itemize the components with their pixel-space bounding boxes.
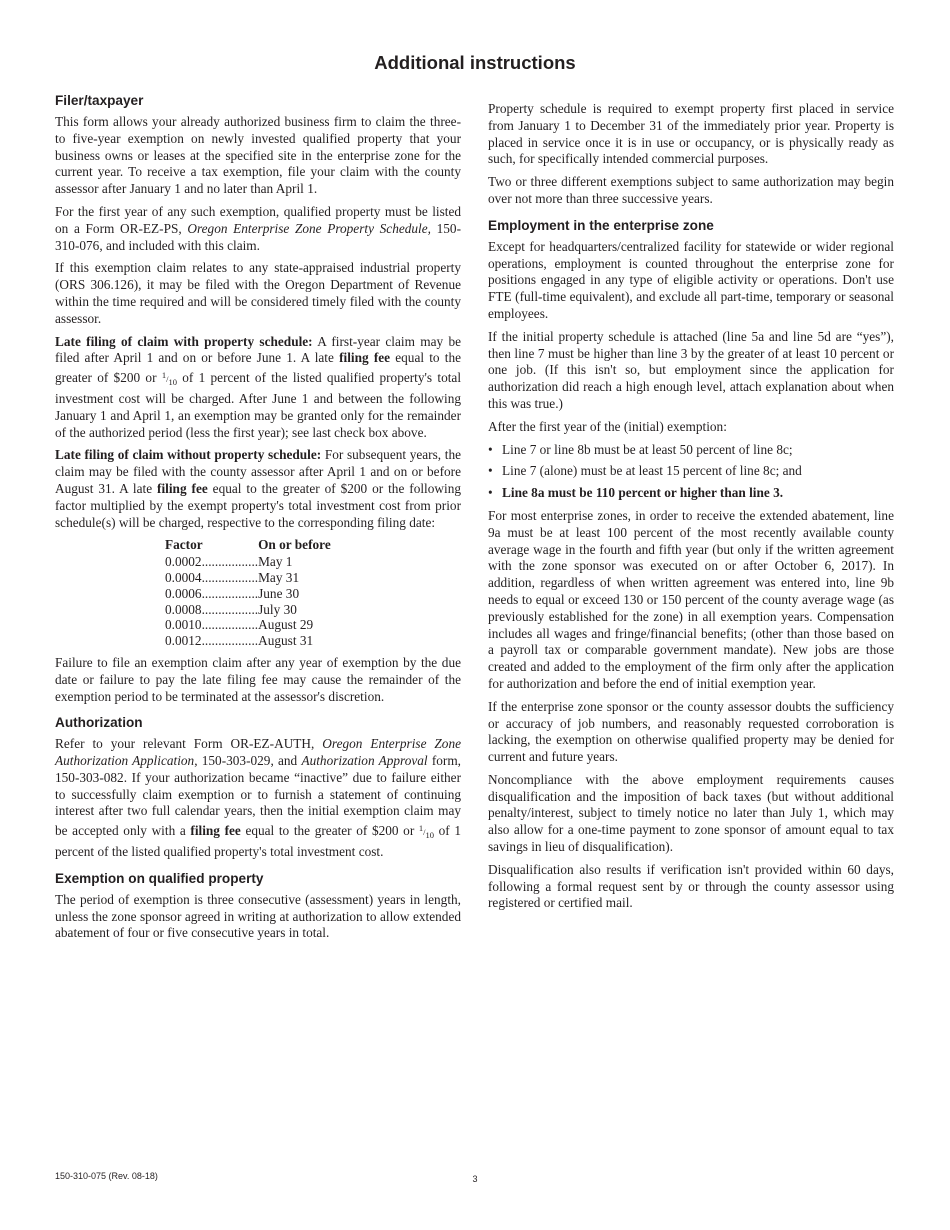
dot-leader: ................. [201,554,259,570]
section-heading-employment: Employment in the enterprise zone [488,217,714,233]
property-schedule-paragraph: Property schedule is required to exempt property first placed in service from January 1 to December 31 of the immediately prior year. Property is placed in service once it is in use or occupancy, or is physically ready as such, for specifically intended commercial purposes. [488,101,894,167]
form-title-italic: Oregon Enterprise Zone Property Schedule, [187,220,431,236]
factor-value: 0.0008 [165,601,202,617]
date-cell: May 31 [258,569,300,585]
text-span: equal to the greater of $200 or [55,350,461,386]
filer-paragraph-failure: Failure to file an exemption claim after any year of exemption by the due date or failure to pay the late filing fee may cause the remainder of the exemption period to be terminated at the assessor's discretion. [55,654,461,704]
employment-paragraph-7: Disqualification also results if verification isn't provided within 60 days, following a formal request sent by or through the county assessor using registered or certified mail. [488,861,894,911]
employment-paragraph-3: After the first year of the (initial) exemption: [488,418,727,434]
late-filing-with-schedule [55,334,461,442]
fraction-numerator: 1 [418,823,424,834]
list-item-text-bold: Line 8a must be 110 percent or higher than line 3. [502,485,784,501]
text-span: equal to the greater of $200 or the following factor multiplied by the exempt property's total investment cost from prior schedule(s) will be charged, respective to the corresponding filing date: [55,480,461,530]
form-number: 150-310-075 (Rev. 08-18) [55,1171,158,1181]
factor-cell [165,586,258,602]
date-cell: May 1 [258,554,293,570]
exemption-paragraph: The period of exemption is three consecutive (assessment) years in length, unless the zone sponsor agreed in writing at authorization to allow extended abatement of four or five consecutive years in total. [55,891,461,941]
list-item-text: Line 7 (alone) must be at least 15 percent of line 8c; and [502,463,802,479]
table-header-factor: Factor [165,537,203,553]
fraction-one-tenth: $^1/_{10}$ [161,370,177,388]
text-span: equal to the greater of $200 or [240,823,419,839]
factor-value: 0.0004 [165,569,202,585]
bullet-icon: • [488,485,493,501]
text-span: form, 150-303-082. If your authorization became “inactive” due to failure either to successfully claim exemption or to furnish a statement of continuing interest after two full calendar years, then the initial exemption claim may be accepted only with a [55,753,462,839]
factor-cell [165,633,258,649]
factor-table-body [165,554,331,649]
text-span: A first-year claim may be filed after April 1 and on or before June 1. A late [55,333,461,366]
filing-fee-bold: filing fee [190,823,241,839]
page-title: Additional instructions [374,52,576,73]
text-span: For the first year of any such exemption, qualified property must be listed on a Form OR-EZ-PS, [55,203,461,236]
text-span: For subsequent years, the claim may be filed with the county assessor after April 1 and on or before August 31. A late [55,447,461,496]
employment-paragraph-2: If the initial property schedule is attached (line 5a and line 5d are “yes”), then line 7 must be higher than line 3 by the greater of at least 10 percent or one job. (If this isn't so, but employment since the application for authorization did reach a high enough level, attach explanation about when this was true.) [488,328,894,411]
table-row [165,554,331,570]
text-span: of 1 percent of the listed qualified property's total investment cost. [55,823,461,860]
authorization-paragraph [55,736,461,861]
list-item [488,485,894,502]
filer-paragraph-3: If this exemption claim relates to any state-appraised industrial property (ORS 306.126), it may be filed with the Oregon Department of Revenue within the time required and will be considered timely filed with the county assessor. [55,260,461,326]
employment-bullet-list [488,442,894,502]
dot-leader: ................. [201,601,259,617]
dot-leader: ................. [201,569,259,585]
date-cell: August 31 [258,633,314,649]
employment-paragraph-6: Noncompliance with the above employment requirements causes disqualification and the imposition of back taxes (but without additional penalty/interest, subject to timely notice no later than July 1, which may also allow for a one-time payment to zone sponsor of amount equal to tax savings in lieu of disqualification). [488,771,894,855]
bold-lead-in: Late filing of claim with property schedule: [55,333,313,349]
fraction-numerator: 1 [161,370,167,381]
form-title-italic: Authorization Approval [301,753,428,769]
left-column [55,92,461,948]
section-heading-authorization: Authorization [55,715,143,731]
table-row [165,570,331,586]
text-span: 150-310-076, and included with this claim. [55,220,462,253]
dot-leader: ................. [201,633,259,649]
bullet-icon: • [488,463,493,479]
factor-value: 0.0002 [165,554,202,570]
fraction-one-tenth: $^1/_{10}$ [418,823,435,841]
table-header-on-or-before: On or before [258,537,331,553]
late-filing-without-schedule [55,447,461,531]
text-span: Refer to your relevant Form OR-EZ-AUTH, [55,736,323,752]
page-number: 3 [472,1174,478,1184]
factor-table [165,537,331,649]
employment-paragraph-5: If the enterprise zone sponsor or the county assessor doubts the sufficiency or accuracy of job numbers, and reasonably requested corroboration is lacking, the exemption on otherwise qualified property may be denied for current and future years. [488,698,894,765]
table-row [165,586,331,602]
factor-value: 0.0006 [165,585,202,601]
factor-cell [165,554,258,570]
filing-fee-bold: filing fee [339,350,391,366]
section-heading-filer: Filer/taxpayer [55,93,144,108]
list-item [488,463,894,480]
text-span: , 150-303-029, and [194,753,302,769]
table-row [165,633,331,649]
date-cell: July 30 [258,601,297,617]
fraction-denominator: 10 [168,377,177,388]
dot-leader: ................. [201,585,259,601]
list-item-text: Line 7 or line 8b must be at least 50 percent of line 8c; [502,441,793,457]
successive-exemptions-paragraph: Two or three different exemptions subject to same authorization may begin over not more than three successive years. [488,174,894,206]
factor-value: 0.0010 [165,617,202,633]
table-row [165,602,331,618]
factor-cell [165,570,258,586]
right-column [488,101,894,918]
list-item [488,442,894,459]
filer-paragraph-2 [55,204,461,254]
dot-leader: ................. [201,617,259,633]
text-span: of 1 percent of the listed qualified property's total investment cost will be charged. After June 1 and between the following January 1 and April 1, an exemption may be granted only for the remainder of the authorized period (less the first year); see last check box above. [55,370,462,440]
form-title-italic: Oregon Enterprise Zone Authorization Application [55,736,461,769]
bold-lead-in: Late filing of claim without property schedule: [55,447,322,463]
employment-paragraph-4: For most enterprise zones, in order to receive the extended abatement, line 9a must be at least 100 percent of the most recently available county average wage in the fourth and fifth year (but only if the written agreement with the zone sponsor was executed on or after October 6, 2017). In addition, regardless of when written agreement was entered into, line 9b needs to equal or exceed 130 or 150 percent of the county average wage (as previously established for the zone) in all exemption years. Compensation includes all wages and fringe/financial benefits; (other than those based on a payroll tax or comparable government mandate). New jobs are those created and added to the employment of the firm only after the application for authorization and before the end of initial exemption year. [488,507,894,691]
bullet-icon: • [488,441,493,457]
factor-cell [165,602,258,618]
employment-paragraph-1: Except for headquarters/centralized facility for statewide or wider regional operations, employment is counted throughout the enterprise zone for positions engaged in any type of eligible activity or operations. Don't use FTE (full-time equivalent), and exclude all part-time, temporary or seasonal employees. [488,238,894,321]
factor-value: 0.0012 [165,633,202,649]
section-heading-exemption: Exemption on qualified property [55,870,264,886]
fraction-denominator: 10 [425,830,435,841]
filer-paragraph-1: This form allows your already authorized business firm to claim the three- to five-year exemption on newly invested qualified property that your business owns or leases at the specified site in the enterprise zone for the current year. To receive a tax exemption, file your claim with the county assessor after January 1 and no later than April 1. [55,114,461,197]
table-header-row [165,537,331,554]
date-cell: August 29 [258,617,314,633]
filing-fee-bold: filing fee [157,480,208,496]
factor-cell [165,617,258,633]
table-row [165,617,331,633]
date-cell: June 30 [258,585,300,601]
